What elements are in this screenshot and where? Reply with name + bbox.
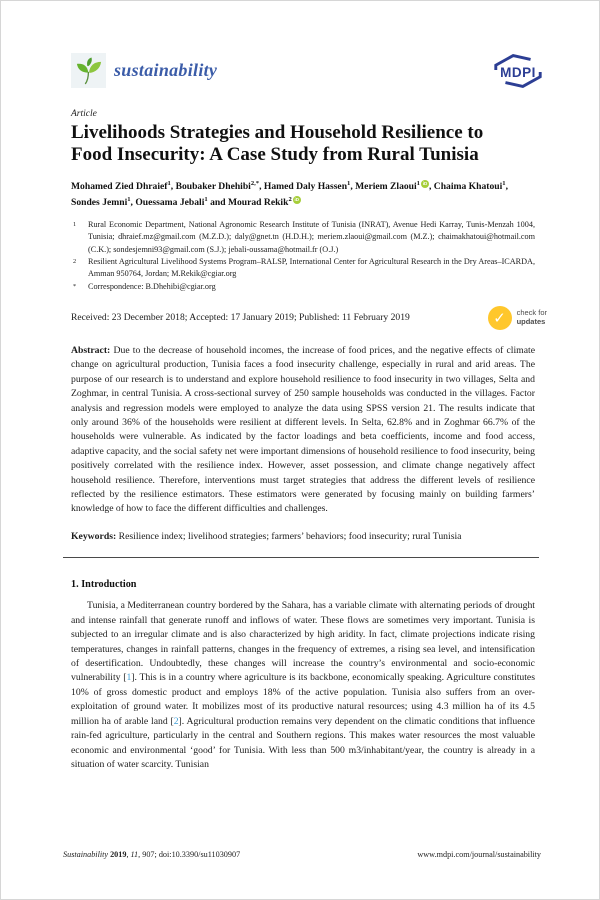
sustainability-sprout-icon bbox=[71, 53, 106, 88]
received-accepted-published: Received: 23 December 2018; Accepted: 17 January 2019; Published: 11 February 2019 bbox=[71, 312, 410, 324]
citation-line: Sustainability 2019, 11, 907; doi:10.3390/su11030907 bbox=[63, 850, 241, 859]
keywords-label: Keywords: bbox=[71, 530, 117, 542]
mdpi-logo[interactable] bbox=[490, 53, 546, 94]
affiliation-list bbox=[73, 219, 535, 293]
check-for-updates-label: check for updates bbox=[516, 308, 547, 326]
author-affil-sup: 1 bbox=[127, 195, 131, 203]
author: Ouessama Jebali$^1$ and bbox=[135, 195, 228, 208]
author-affil-sup: 2 bbox=[288, 195, 292, 203]
abstract-text: Due to the decrease of household incomes, the increase of food prices, and the negative effects of climate change on agricultural production, Tunisia faces a food insecurity challenge, especially in rural and arid areas. The purpose of our research is to understand and explore household resilience to food insecurity in two villages, Selta and Zoghmar, in central Tunisia. A cross-sectional survey of 250 sample households was conducted in the villages. Factor analysis and regression models were employed to analyze the data using SPSS version 21. The results indicate that only around 36% of the households were resilient at different levels. In Selta, 62.8% and in Zoghmar 66.7% of the households were vulnerable. As indicated by the factor loadings and beta coefficients, income and food access, adaptive capacity, and the social safety net were important dimensions of household resilience to food insecurity, being positively correlated with the resilience index. However, asset possession, and climate change negatively affect household resilience. Therefore, interventions must target strategies that address the different levels of resilience reflected by the resilience estimators. These estimators were generated by focusing mainly on building farmers’ knowledge of how to face the different difficulties and challenges. bbox=[71, 344, 535, 515]
check-for-updates-badge[interactable] bbox=[488, 306, 547, 330]
abstract-label: Abstract: bbox=[71, 344, 111, 356]
affiliation-marker: 1 bbox=[73, 221, 77, 229]
introduction-paragraph bbox=[71, 599, 535, 772]
author-affil-sup: 1 bbox=[204, 195, 208, 203]
author: Mohamed Zied Dhraief$^1$, bbox=[71, 180, 176, 193]
mdpi-logo-text: MDPI bbox=[500, 64, 536, 80]
correspondence-text: Correspondence: B.Dhehibi@cgiar.org bbox=[88, 281, 216, 291]
journal-logo[interactable] bbox=[71, 53, 217, 88]
abstract bbox=[71, 344, 535, 517]
author: Sondes Jemni$^1$, bbox=[71, 195, 136, 208]
author: Hamed Daly Hassen$^1$, bbox=[263, 180, 356, 193]
affiliation-marker: 2 bbox=[73, 258, 77, 266]
affiliation-marker: * bbox=[73, 282, 77, 290]
keywords-text: Resilience index; livelihood strategies; farmers’ behaviors; food insecurity; rural Tunisia bbox=[116, 530, 462, 542]
section-heading-introduction: 1. Introduction bbox=[71, 579, 137, 591]
author: Meriem Zlaoui$^1$ iD , bbox=[355, 180, 434, 193]
title-line-2: Food Insecurity: A Case Study from Rural Tunisia bbox=[71, 144, 479, 165]
author-list bbox=[71, 179, 535, 210]
affiliation-row bbox=[73, 281, 535, 293]
author-affil-sup: 1 bbox=[167, 180, 171, 187]
check-icon: ✓ bbox=[488, 306, 512, 330]
intro-text: ]. Agricultural production remains very dependent on the climatic conditions that influence rain-fed agriculture, particularly in the central and Southern regions. This makes water resources the most valuable economic and environmental ‘good’ for Tunisia. With less than 500 m3/inhabitant/year, the country is already in a situation of water scarcity. Tunisian bbox=[71, 715, 535, 771]
dates-row bbox=[71, 306, 547, 330]
journal-name: sustainability bbox=[114, 60, 218, 80]
journal-url[interactable]: www.mdpi.com/journal/sustainability bbox=[417, 850, 541, 859]
keywords bbox=[71, 530, 535, 544]
author: Mourad Rekik$^2$ iD bbox=[227, 195, 299, 208]
orcid-icon[interactable]: iD bbox=[294, 196, 299, 202]
author: Boubaker Dhehibi$^{2,*}$, bbox=[175, 180, 264, 193]
orcid-icon[interactable]: iD bbox=[422, 181, 428, 186]
masthead bbox=[1, 1, 599, 94]
author-affil-sup: 2,* bbox=[250, 180, 260, 187]
page-footer bbox=[63, 850, 541, 859]
author-affil-sup: 1 bbox=[416, 180, 420, 187]
intro-text: Tunisia, a Mediterranean country bordered by the Sahara, has a variable climate with alternating periods of drought and intense rainfall that generate runoff and inflows of water. These flows are sometimes very important. Tunisia is subjected to an irregular climate and is also characterized by high aridity. In fact, climate projections indicate rising temperatures, changes in rainfall patterns, changes in the frequency of extremes, a rising sea level, and intensification of desertification. Undoubtedly, these changes will increase the country’s environmental and socio-economic vulnerability [ bbox=[71, 600, 535, 684]
citation-2-link[interactable]: 2 bbox=[173, 715, 179, 727]
title-line-1: Livelihoods Strategies and Household Resilience to bbox=[71, 122, 484, 143]
intro-text: ]. This is in a country where agriculture is its backbone, economically speaking. Agriculture constitutes 10% of gross domestic product and employs 18% of the active population. Tunisia also suffers from an over-exploitation of ground water. It mobilizes most of its productive natural resources; using 4.3 million ha of its 4.5 million ha of arable land [ bbox=[71, 672, 535, 727]
affiliation-text: Resilient Agricultural Livelihood Systems Program–RALSP, International Center for Agricultural Research in the Dry Areas–ICARDA, Amman 950764, Jordan; M.Rekik@cgiar.org bbox=[88, 257, 535, 279]
author-affil-sup: 1 bbox=[502, 180, 506, 187]
affiliation-row bbox=[73, 256, 535, 281]
author-affil-sup: 1 bbox=[347, 180, 351, 187]
section-divider bbox=[63, 557, 539, 558]
affiliation-row bbox=[73, 219, 535, 256]
article-type-label: Article bbox=[71, 109, 97, 119]
affiliation-text: Rural Economic Department, National Agronomic Research Institute of Tunisia (INRAT), Avenue Hedi Karray, Tunis-Menzah 1004, Tunisia; dhraief.mz@gmail.com (M.Z.D.); daly@gnet.tn (H.D.H.); meriem.zlaoui@gmail.com (M.Z.); chaimakhatoui@hotmail.com (C.K.); sondesjemni93@gmail.com (S.J.); jebali-oussama@hotmail.fr (O.J.) bbox=[88, 220, 535, 254]
author: Chaima Khatoui$^1$, bbox=[433, 180, 508, 193]
page-title bbox=[71, 122, 539, 166]
citation-1-link[interactable]: 1 bbox=[126, 672, 132, 684]
